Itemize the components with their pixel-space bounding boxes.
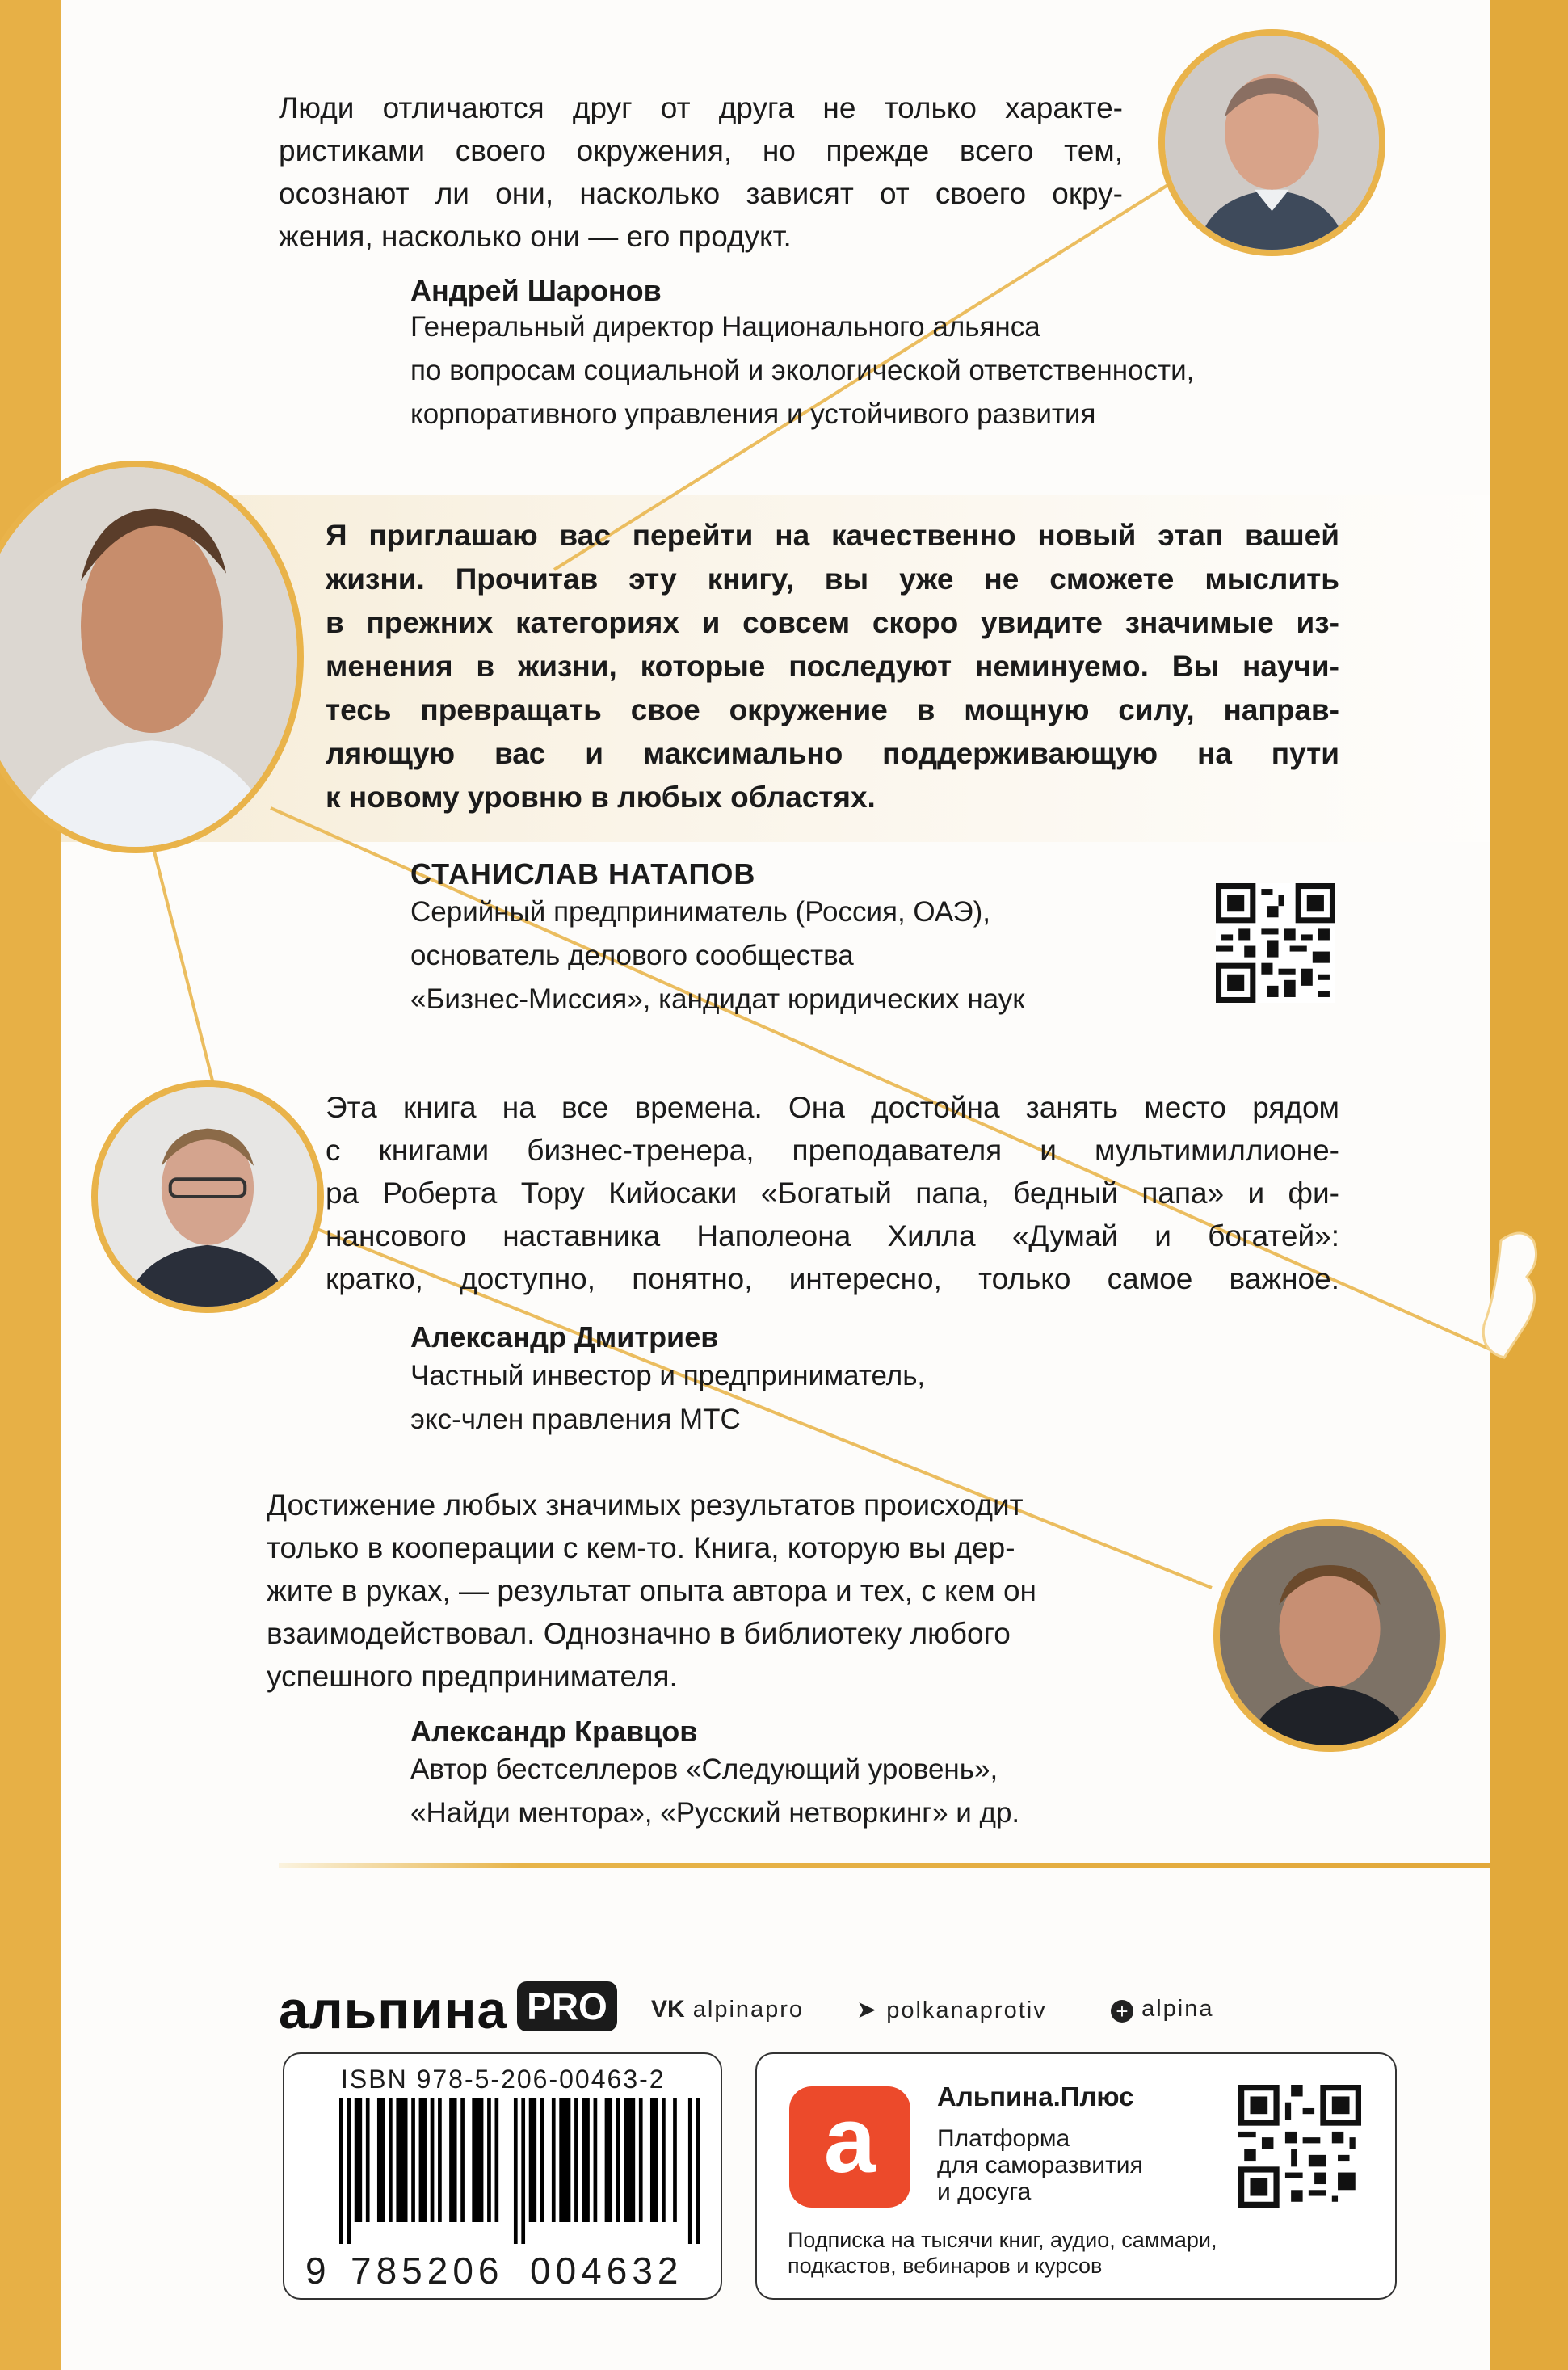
divider-rule: [279, 1863, 1490, 1868]
role-line: Частный инвестор и предприниматель,: [410, 1360, 926, 1391]
role-line: Автор бестселлеров «Следующий уровень»,: [410, 1753, 998, 1785]
quote-kravtsov-text: [267, 1484, 1139, 1698]
barcode: [339, 2098, 700, 2244]
author-name-sharonov: Андрей Шаронов: [410, 274, 662, 307]
avatar-sharonov: [1158, 29, 1385, 256]
author-role-kravtsov: [410, 1748, 1019, 1835]
quote-line: Эта книга на все времена. Она достойна занять место рядом: [326, 1091, 1339, 1124]
quote-line: жения, насколько они — его продукт.: [279, 220, 792, 253]
author-role-dmitriev: [410, 1354, 925, 1442]
alpina-plus-app-icon: a: [789, 2086, 910, 2208]
publisher-logo: альпина: [279, 1980, 508, 2040]
social-handle: alpinapro: [692, 1997, 805, 2023]
quote-line: Люди отличаются друг от друга не только характе-: [279, 91, 1123, 124]
quote-line: Достижение любых значимых результатов происходит: [267, 1488, 1024, 1522]
barcode-digit-prefix: 9: [305, 2250, 331, 2292]
quote-line: тесь превращать свое окружение в мощную силу, направ-: [326, 693, 1339, 726]
role-line: по вопросам социальной и экологической ответственности,: [410, 355, 1195, 386]
isbn-label: ISBN 978-5-206-00463-2: [341, 2065, 666, 2094]
desc-line: и досуга: [937, 2178, 1032, 2205]
publisher-logo-badge: PRO: [517, 1981, 617, 2031]
quote-line: Я приглашаю вас перейти на качественно новый этап вашей: [326, 519, 1339, 552]
quote-line: осознают ли они, насколько зависят от своего окру-: [279, 177, 1123, 210]
role-line: Серийный предприниматель (Россия, ОАЭ),: [410, 896, 990, 928]
author-name-kravtsov: Александр Кравцов: [410, 1715, 698, 1748]
barcode-digits-left: 785206: [351, 2250, 504, 2292]
alpina-plus-subscription: [788, 2227, 1217, 2279]
quote-sharonov-text: [279, 86, 1123, 258]
desc-line: Платформа: [937, 2125, 1070, 2152]
barcode-digits-right: 004632: [530, 2250, 683, 2292]
quote-line: ляющую вас и максимально поддерживающую на пути: [326, 737, 1339, 770]
avatar-kravtsov: [1213, 1519, 1446, 1752]
quote-natapov-text: [326, 514, 1339, 819]
quote-line: ристиками своего окружения, но прежде всего тем,: [279, 134, 1123, 167]
sub-line: подкастов, вебинаров и курсов: [788, 2254, 1103, 2278]
quote-line: взаимодействовал. Однозначно в библиотеку любого: [267, 1617, 1011, 1650]
quote-line: в прежних категориях и совсем скоро увидите значимые из-: [326, 606, 1339, 639]
role-line: корпоративного управления и устойчивого развития: [410, 398, 1096, 430]
quote-line: только в кооперации с кем-то. Книга, которую вы дер-: [267, 1531, 1015, 1564]
quote-line: с книгами бизнес-тренера, преподавателя и мультимиллионе-: [326, 1134, 1339, 1167]
qr-code-alpina-plus: [1238, 2085, 1361, 2208]
quote-dmitriev-text: [326, 1086, 1339, 1300]
alpina-plus-description: [937, 2125, 1143, 2205]
author-name-natapov: СТАНИСЛАВ НАТАПОВ: [410, 857, 756, 890]
avatar-dmitriev: [91, 1080, 324, 1313]
plus-icon: +: [1111, 2000, 1133, 2023]
quote-line: к новому уровню в любых областях.: [326, 781, 876, 814]
author-role-sharonov: [410, 305, 1194, 436]
quote-line: успешного предпринимателя.: [267, 1660, 678, 1693]
quote-line: жизни. Прочитав эту книгу, вы уже не сможете мыслить: [326, 562, 1339, 596]
social-telegram[interactable]: [856, 1996, 1047, 2024]
role-line: основатель делового сообщества: [410, 940, 854, 971]
quote-line: жите в руках, — результат опыта автора и тех, с кем он: [267, 1574, 1036, 1607]
sub-line: Подписка на тысячи книг, аудио, саммари,: [788, 2228, 1217, 2252]
role-line: Генеральный директор Национального альянса: [410, 311, 1040, 343]
desc-line: для саморазвития: [937, 2152, 1143, 2178]
social-vk[interactable]: [651, 1996, 804, 2023]
vk-icon: VK: [651, 1996, 685, 2023]
social-handle: polkanaprotiv: [886, 1997, 1047, 2023]
quote-line: нансового наставника Наполеона Хилла «Думай и богатей»:: [326, 1219, 1339, 1252]
author-role-natapov: [410, 890, 1025, 1021]
quote-line: менения в жизни, которые последуют неминуемо. Вы научи-: [326, 650, 1339, 683]
quote-line: кратко, доступно, понятно, интересно, только самое важное.: [326, 1262, 1339, 1295]
quote-line: ра Роберта Тору Кийосаки «Богатый папа, бедный папа» и фи-: [326, 1177, 1339, 1210]
role-line: экс-член правления МТС: [410, 1404, 741, 1435]
role-line: «Найди ментора», «Русский нетворкинг» и др.: [410, 1797, 1020, 1829]
qr-code-natapov: [1216, 883, 1335, 1003]
role-line: «Бизнес-Миссия», кандидат юридических наук: [410, 983, 1025, 1015]
author-name-dmitriev: Александр Дмитриев: [410, 1320, 719, 1353]
social-alpina[interactable]: [1111, 1996, 1213, 2023]
social-handle: alpina: [1141, 1996, 1214, 2022]
telegram-icon: ➤: [856, 1997, 879, 2023]
alpina-plus-title: Альпина.Плюс: [937, 2082, 1134, 2111]
